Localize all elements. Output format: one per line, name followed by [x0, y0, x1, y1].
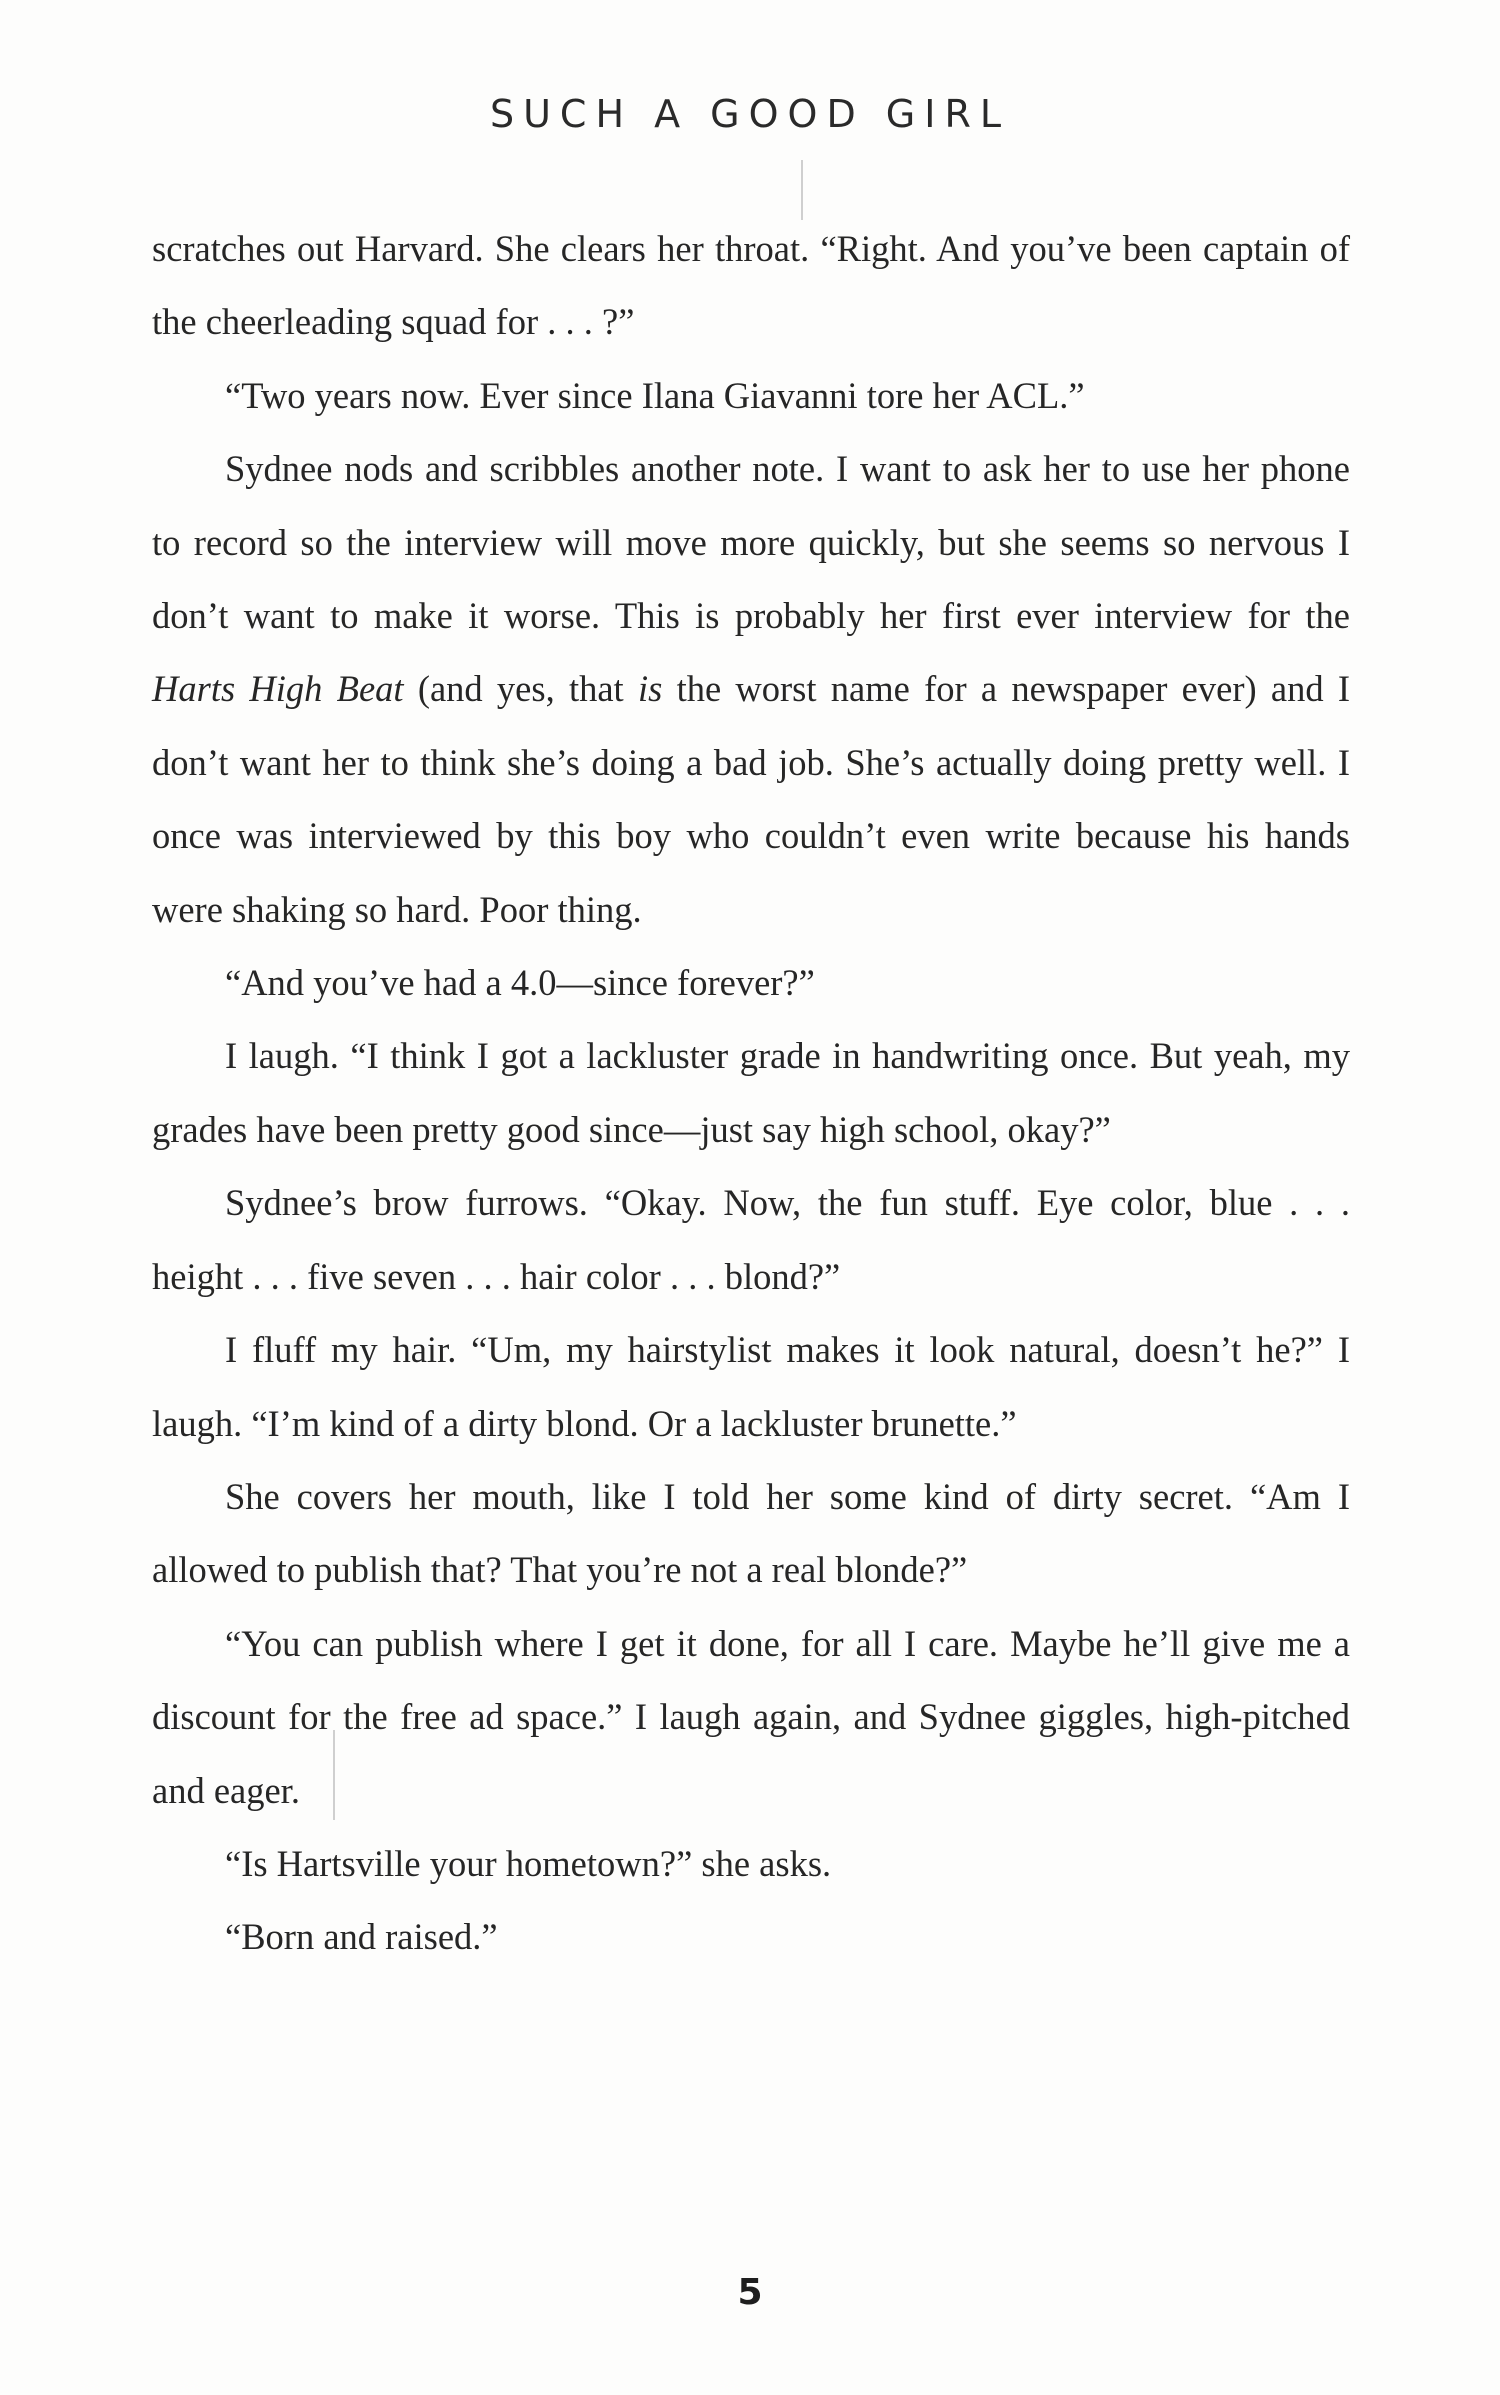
text-segment: “And you’ve had a 4.0—since forever?” — [225, 962, 815, 1004]
text-segment: “Two years now. Ever since Ilana Giavanni tore her ACL.” — [225, 374, 1085, 416]
page-number: 5 — [737, 2272, 763, 2313]
text-segment: She covers her mouth, like I told her some kind of dirty secret. “Am I allowed to publish that? That you’re not a real blonde?” — [152, 1475, 1350, 1591]
text-segment: “Born and raised.” — [225, 1916, 498, 1958]
text-segment: (and yes, that — [403, 668, 638, 710]
text-segment: Sydnee’s brow furrows. “Okay. Now, the fun stuff. Eye color, blue . . . height . . . five seven . . . hair color . . . blond?” — [152, 1182, 1350, 1297]
paragraph — [152, 212, 1350, 359]
text-segment: “Is Hartsville your hometown?” she asks. — [225, 1842, 832, 1884]
text-segment: the worst name for a newspaper ever) and I don’t want her to think she’s doing a bad job. She’s actually doing pretty well. I once was interviewed by this boy who couldn’t even write because his hands were shaking so hard. Poor thing. — [152, 668, 1350, 930]
text-segment: I fluff my hair. “Um, my hairstylist makes it look natural, doesn’t he?” I laugh. “I’m kind of a dirty blond. Or a lackluster brunette.” — [152, 1329, 1350, 1444]
paragraph — [152, 946, 1350, 1019]
text-segment: “You can publish where I get it done, for all I care. Maybe he’ll give me a discount for the free ad space.” I laugh again, and Sydnee giggles, high-pitched and eager. — [152, 1622, 1350, 1811]
paragraph — [152, 1460, 1350, 1607]
italic-text: Harts High Beat — [152, 668, 404, 710]
paragraph — [152, 1166, 1350, 1313]
text-segment: Sydnee nods and scribbles another note. I want to ask her to use her phone to record so the interview will move more quickly, but she seems so nervous I don’t want to make it worse. This is probably her first ever interview for the — [152, 448, 1350, 637]
paragraph — [152, 1313, 1350, 1460]
paragraph — [152, 1607, 1350, 1827]
running-head-title: SUCH A GOOD GIRL — [489, 92, 1011, 136]
text-segment: I laugh. “I think I got a lackluster grade in handwriting once. But yeah, my grades have been pretty good since—just say high school, okay?” — [152, 1035, 1350, 1150]
paragraph — [152, 432, 1350, 946]
text-segment: scratches out Harvard. She clears her throat. “Right. And you’ve been captain of the cheerleading squad for . . . ?” — [152, 228, 1350, 343]
body-text — [152, 212, 1350, 1974]
scan-artifact-line — [801, 160, 803, 220]
paragraph — [152, 359, 1350, 432]
paragraph — [152, 1827, 1350, 1900]
paragraph — [152, 1019, 1350, 1166]
paragraph — [152, 1900, 1350, 1973]
italic-text: is — [637, 668, 663, 710]
